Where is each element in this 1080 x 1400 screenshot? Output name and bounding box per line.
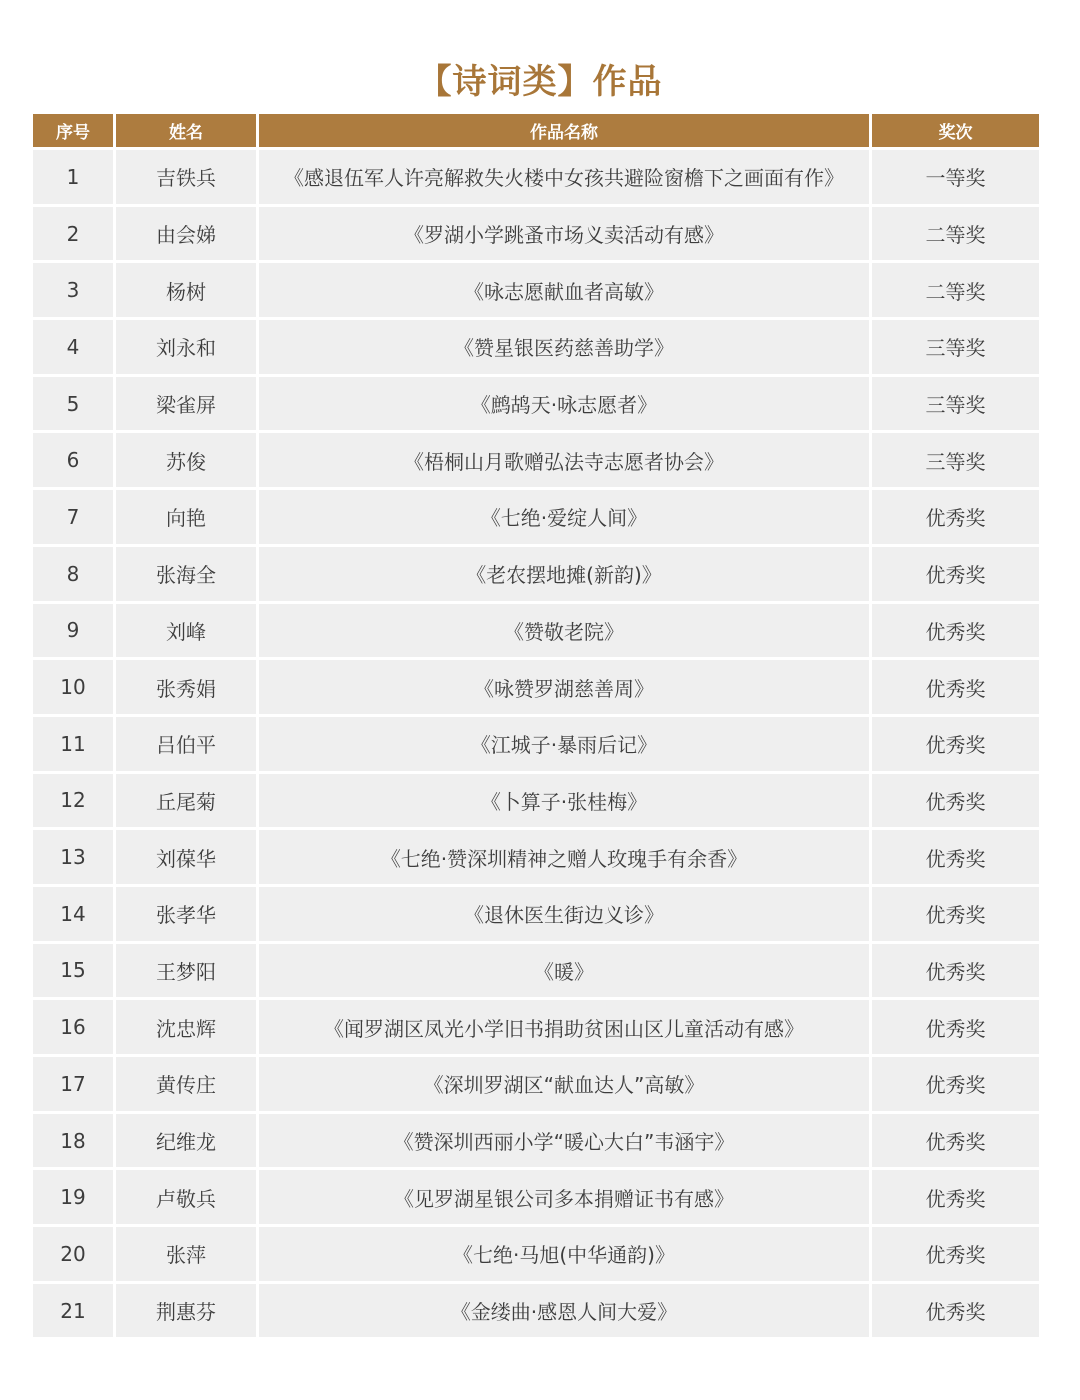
cell-name: 黄传庄 (116, 1057, 256, 1111)
cell-work: 《梧桐山月歌赠弘法寺志愿者协会》 (259, 433, 869, 487)
cell-award: 优秀奖 (872, 887, 1039, 941)
table-row (33, 490, 1039, 544)
cell-name: 向艳 (116, 490, 256, 544)
cell-no: 2 (33, 207, 113, 261)
cell-award: 优秀奖 (872, 717, 1039, 771)
page-title: 【诗词类】作品 (417, 62, 663, 102)
cell-no: 4 (33, 320, 113, 374)
table-row (33, 1170, 1039, 1224)
table-row (33, 604, 1039, 658)
header-no: 序号 (33, 114, 113, 147)
cell-no: 13 (33, 830, 113, 884)
cell-work: 《赞深圳西丽小学“暖心大白”韦涵宇》 (259, 1114, 869, 1168)
cell-award: 二等奖 (872, 263, 1039, 317)
cell-no: 6 (33, 433, 113, 487)
cell-name: 张萍 (116, 1227, 256, 1281)
cell-award: 优秀奖 (872, 1114, 1039, 1168)
cell-name: 纪维龙 (116, 1114, 256, 1168)
cell-name: 张秀娟 (116, 660, 256, 714)
cell-award: 三等奖 (872, 433, 1039, 487)
cell-work: 《老农摆地摊(新韵)》 (259, 547, 869, 601)
cell-name: 卢敬兵 (116, 1170, 256, 1224)
awards-table (30, 111, 1042, 1340)
cell-no: 1 (33, 150, 113, 204)
table-row (33, 660, 1039, 714)
cell-award: 优秀奖 (872, 547, 1039, 601)
table-row (33, 830, 1039, 884)
cell-no: 7 (33, 490, 113, 544)
cell-no: 9 (33, 604, 113, 658)
cell-name: 吕伯平 (116, 717, 256, 771)
table-row (33, 377, 1039, 431)
cell-work: 《鹧鸪天·咏志愿者》 (259, 377, 869, 431)
cell-name: 刘峰 (116, 604, 256, 658)
table-row (33, 1057, 1039, 1111)
cell-award: 优秀奖 (872, 830, 1039, 884)
table-row (33, 547, 1039, 601)
cell-name: 荆惠芬 (116, 1284, 256, 1338)
cell-no: 16 (33, 1000, 113, 1054)
cell-name: 张孝华 (116, 887, 256, 941)
cell-no: 19 (33, 1170, 113, 1224)
cell-award: 优秀奖 (872, 1057, 1039, 1111)
table-row (33, 1000, 1039, 1054)
cell-name: 张海全 (116, 547, 256, 601)
cell-no: 5 (33, 377, 113, 431)
cell-work: 《退休医生街边义诊》 (259, 887, 869, 941)
cell-work: 《七绝·马旭(中华通韵)》 (259, 1227, 869, 1281)
cell-work: 《七绝·爱绽人间》 (259, 490, 869, 544)
table-row (33, 207, 1039, 261)
cell-work: 《赞星银医药慈善助学》 (259, 320, 869, 374)
cell-no: 15 (33, 944, 113, 998)
cell-name: 王梦阳 (116, 944, 256, 998)
cell-no: 3 (33, 263, 113, 317)
cell-work: 《感退伍军人许亮解救失火楼中女孩共避险窗檐下之画面有作》 (259, 150, 869, 204)
header-award: 奖次 (872, 114, 1039, 147)
cell-no: 10 (33, 660, 113, 714)
cell-work: 《江城子·暴雨后记》 (259, 717, 869, 771)
cell-work: 《赞敬老院》 (259, 604, 869, 658)
table-row (33, 1114, 1039, 1168)
cell-award: 优秀奖 (872, 774, 1039, 828)
cell-name: 吉铁兵 (116, 150, 256, 204)
cell-no: 20 (33, 1227, 113, 1281)
header-work: 作品名称 (259, 114, 869, 147)
cell-no: 12 (33, 774, 113, 828)
cell-no: 21 (33, 1284, 113, 1338)
header-name: 姓名 (116, 114, 256, 147)
cell-award: 优秀奖 (872, 1170, 1039, 1224)
table-row (33, 944, 1039, 998)
cell-work: 《罗湖小学跳蚤市场义卖活动有感》 (259, 207, 869, 261)
cell-award: 优秀奖 (872, 490, 1039, 544)
cell-name: 丘尾菊 (116, 774, 256, 828)
cell-no: 8 (33, 547, 113, 601)
cell-name: 沈忠辉 (116, 1000, 256, 1054)
table-row (33, 1284, 1039, 1338)
cell-work: 《金缕曲·感恩人间大爱》 (259, 1284, 869, 1338)
cell-work: 《七绝·赞深圳精神之赠人玫瑰手有余香》 (259, 830, 869, 884)
cell-name: 梁雀屏 (116, 377, 256, 431)
cell-name: 苏俊 (116, 433, 256, 487)
cell-award: 优秀奖 (872, 660, 1039, 714)
table-row (33, 320, 1039, 374)
cell-no: 14 (33, 887, 113, 941)
cell-no: 11 (33, 717, 113, 771)
cell-award: 三等奖 (872, 377, 1039, 431)
cell-name: 刘永和 (116, 320, 256, 374)
cell-name: 由会娣 (116, 207, 256, 261)
cell-work: 《暖》 (259, 944, 869, 998)
cell-name: 杨树 (116, 263, 256, 317)
cell-work: 《卜算子·张桂梅》 (259, 774, 869, 828)
table-row (33, 887, 1039, 941)
cell-work: 《深圳罗湖区“献血达人”高敏》 (259, 1057, 869, 1111)
cell-work: 《咏志愿献血者高敏》 (259, 263, 869, 317)
cell-no: 17 (33, 1057, 113, 1111)
table-row (33, 717, 1039, 771)
cell-award: 一等奖 (872, 150, 1039, 204)
cell-award: 二等奖 (872, 207, 1039, 261)
cell-work: 《见罗湖星银公司多本捐赠证书有感》 (259, 1170, 869, 1224)
table-row (33, 263, 1039, 317)
table-header-row (33, 114, 1039, 147)
cell-award: 优秀奖 (872, 944, 1039, 998)
cell-award: 优秀奖 (872, 604, 1039, 658)
cell-work: 《咏赞罗湖慈善周》 (259, 660, 869, 714)
cell-work: 《闻罗湖区凤光小学旧书捐助贫困山区儿童活动有感》 (259, 1000, 869, 1054)
cell-award: 三等奖 (872, 320, 1039, 374)
cell-name: 刘葆华 (116, 830, 256, 884)
cell-award: 优秀奖 (872, 1227, 1039, 1281)
table-row (33, 1227, 1039, 1281)
table-row (33, 150, 1039, 204)
table-row (33, 774, 1039, 828)
cell-award: 优秀奖 (872, 1000, 1039, 1054)
cell-no: 18 (33, 1114, 113, 1168)
cell-award: 优秀奖 (872, 1284, 1039, 1338)
table-row (33, 433, 1039, 487)
